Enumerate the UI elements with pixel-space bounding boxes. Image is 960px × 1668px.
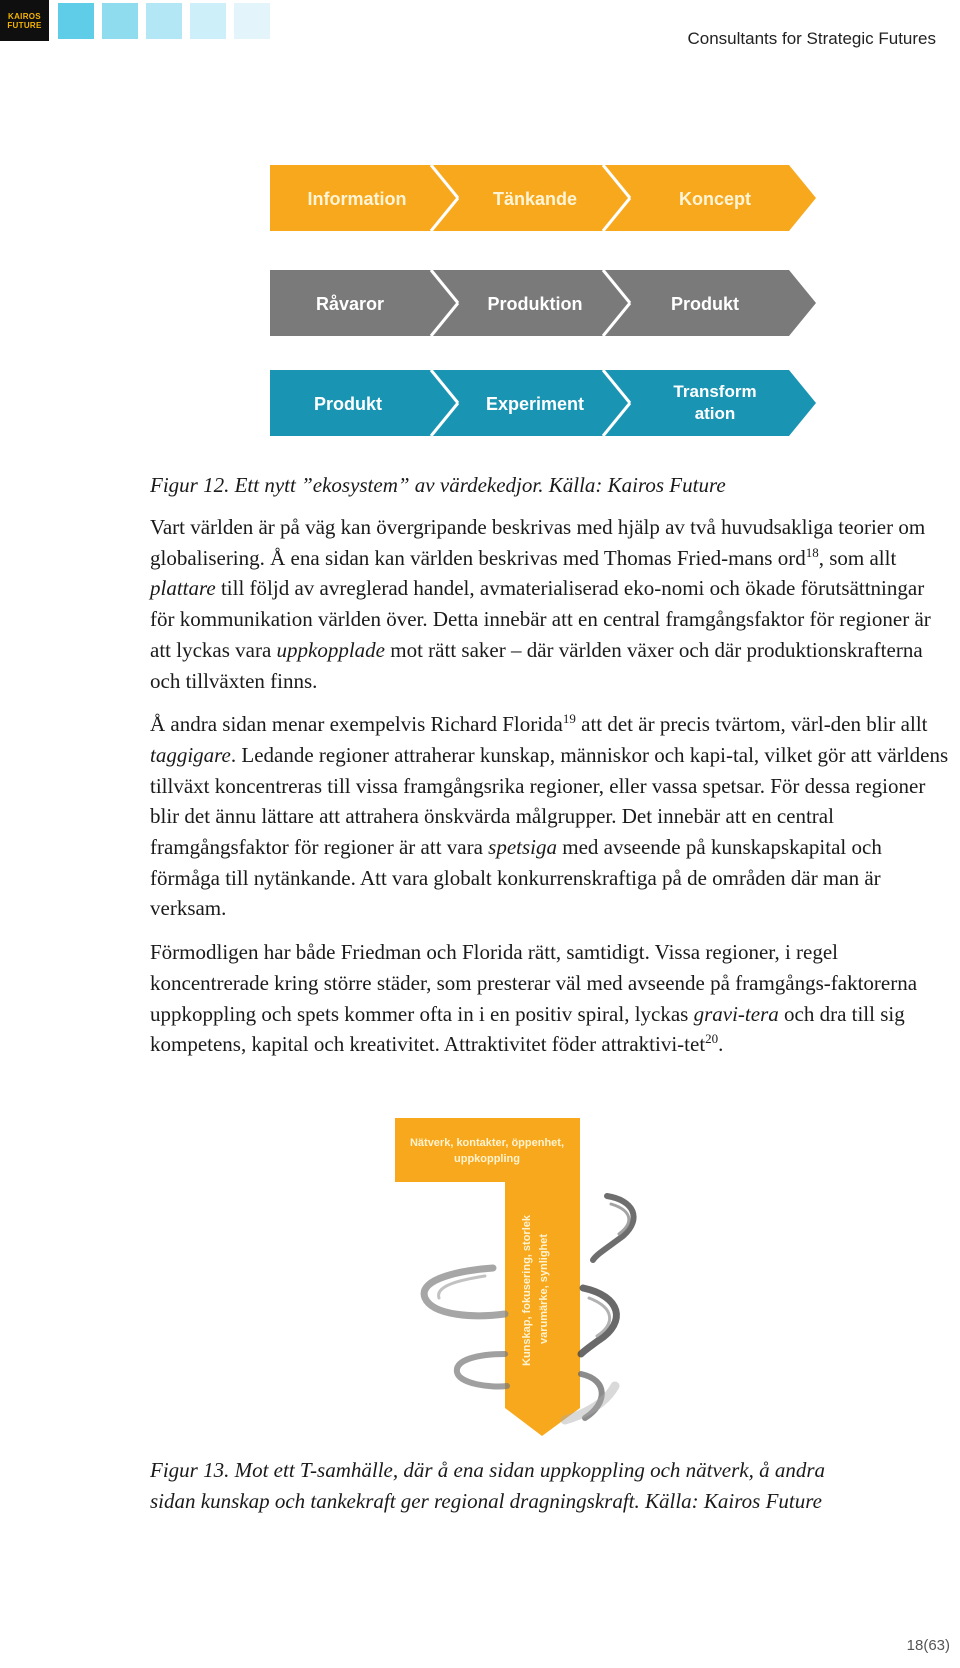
- label-koncept: Koncept: [679, 189, 751, 209]
- header-square-4: [190, 3, 226, 39]
- body-text: [150, 512, 950, 1073]
- header-square-2: [102, 3, 138, 39]
- label-transformation-line1: Transform: [673, 382, 757, 401]
- header-square-3: [146, 3, 182, 39]
- t-crossbar-label-line1: Nätverk, kontakter, öppenhet,: [409, 1137, 565, 1149]
- kairos-future-logo: [0, 0, 49, 41]
- t-crossbar: [395, 1118, 580, 1182]
- figure-12-caption: Figur 12. Ett nytt ”ekosystem” av värdekedjor. Källa: Kairos Future: [150, 473, 726, 497]
- paragraph-3: Förmodligen har både Friedman och Florida rätt, samtidigt. Vissa regioner, i regel koncentrerade kring större städer, som presterar väl med avseende på framgångs-faktorerna uppkoppling och spets kommer ofta in i en positiv spiral, lyckas gravi-tera och dra till sig kompetens, kapital och kreativitet. Attraktivitet föder attraktivi-tet$^{20}$.: [150, 940, 918, 1057]
- label-produkt-grey: Produkt: [670, 294, 740, 314]
- label-information: Information: [307, 189, 407, 209]
- t-stem-label-line2: varumärke, synlighet: [538, 1233, 550, 1344]
- chevron-transformation: [600, 370, 816, 436]
- figure-12-value-chains: [270, 160, 820, 460]
- label-produkt-blue: Produkt: [313, 394, 383, 414]
- footnote-ref-19[interactable]: 19: [562, 711, 576, 727]
- t-crossbar-label-line2: uppkoppling: [454, 1153, 520, 1165]
- figure-13-caption-line1: Figur 13. Mot ett T-samhälle, där å ena sidan uppkoppling och nätverk, å andra: [150, 1458, 826, 1482]
- label-experiment: Experiment: [485, 394, 585, 414]
- figure-13-caption-line2: sidan kunskap och tankekraft ger regional dragningskraft. Källa: Kairos Future: [150, 1489, 822, 1513]
- label-transformation-line2: ation: [694, 404, 736, 423]
- logo-text-line1: KAIROS: [8, 11, 41, 21]
- t-stem-label-line1: Kunskap, fokusering, storlek: [521, 1215, 533, 1366]
- label-tankande: Tänkande: [492, 189, 578, 209]
- header-square-1: [58, 3, 94, 39]
- figure-13-caption: [150, 1455, 930, 1517]
- footnote-ref-18[interactable]: 18: [805, 544, 819, 560]
- label-produktion: Produktion: [487, 294, 583, 314]
- logo-text-line2: FUTURE: [7, 20, 42, 30]
- footnote-ref-20[interactable]: 20: [705, 1031, 719, 1047]
- page-number: 18(63): [906, 1637, 950, 1654]
- label-ravaror: Råvaror: [315, 294, 385, 314]
- figure-13-t-society: [395, 1118, 720, 1448]
- chain-row-ravaror: [270, 270, 816, 336]
- paragraph-1: Vart världen är på väg kan övergripande beskrivas med hjälp av två huvudsakliga teorier om globalisering. Å ena sidan kan världen beskrivas med Thomas Fried-mans ord$^{18}$, som allt plattare till följd av avreglerad handel, avmaterialiserad eko-nomi och ökade förutsättningar för kommunikation världen över. Detta innebär att en central framgångsfaktor för regioner är att lyckas vara uppkopplade mot rätt saker – där världen växer och där produktionskrafterna och tillväxten finns.: [150, 515, 931, 693]
- chain-row-produkt: [270, 370, 816, 436]
- chain-row-information: [270, 165, 816, 231]
- paragraph-2: Å andra sidan menar exempelvis Richard Florida$^{19}$ att det är precis tvärtom, värl-den blir allt taggigare. Ledande regioner attraherar kunskap, människor och kapi-tal, vilket gör att världens tillväxt koncentreras till vissa framgångsrika regioner, eller vassa spetsar. För dessa regioner blir det ännu lättare att attrahera önskvärda målgrupper. Det innebär att en central framgångsfaktor för regioner är att vara spetsiga med avseende på kunskapskapital och förmåga till nytänkande. Att vara globalt konkurrenskraftiga på de områden där man är verksam.: [150, 711, 949, 921]
- header-square-5: [234, 3, 270, 39]
- header-tagline: Consultants for Strategic Futures: [687, 29, 936, 48]
